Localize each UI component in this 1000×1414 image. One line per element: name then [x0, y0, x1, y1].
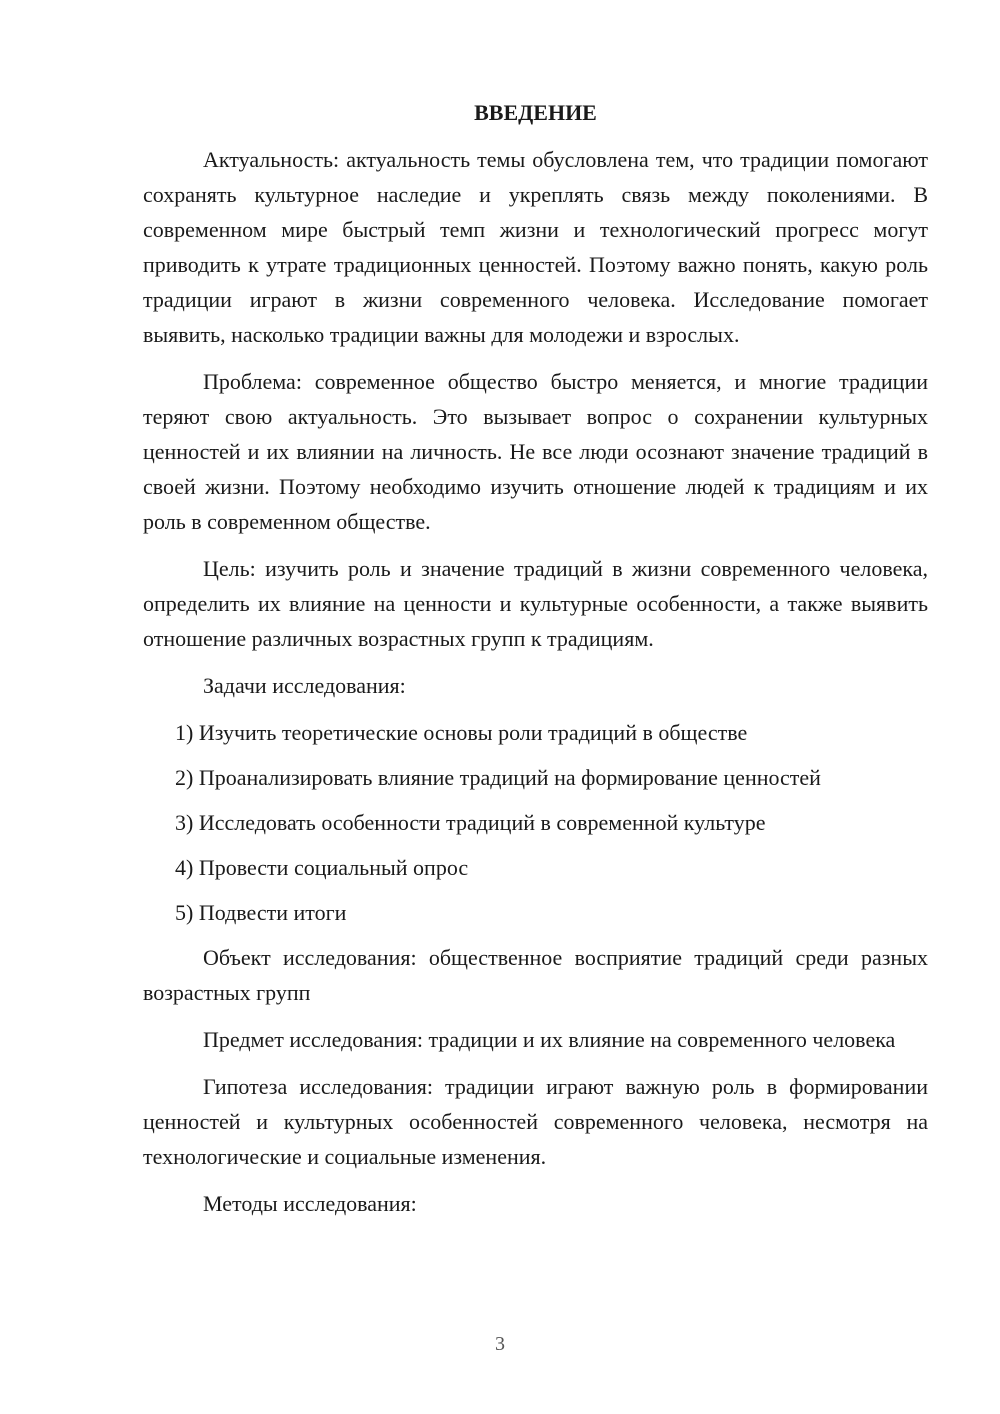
tasks-list: [143, 715, 928, 930]
goal-paragraph: Цель: изучить роль и значение традиций в жизни современного человека, определить их влияние на ценности и культурные особенности, а также выявить отношение различных возрастных групп к традициям.: [143, 556, 928, 651]
page-number: 3: [495, 1333, 505, 1355]
relevance-paragraph: Актуальность: актуальность темы обусловлена тем, что традиции помогают сохранять культурное наследие и укреплять связь между поколениями. В современном мире быстрый темп жизни и технологический прогресс могут приводить к утрате традиционных ценностей. Поэтому важно понять, какую роль традиции играют в жизни современного человека. Исследование помогает выявить, насколько традиции важны для молодежи и взрослых.: [143, 147, 928, 347]
methods-label: Методы исследования:: [203, 1191, 417, 1216]
task-item-3: 3) Исследовать особенности традиций в современной культуре: [175, 810, 766, 835]
task-item-5: 5) Подвести итоги: [175, 900, 347, 925]
page-content: [143, 95, 928, 1233]
problem-paragraph: Проблема: современное общество быстро меняется, и многие традиции теряют свою актуальность. Это вызывает вопрос о сохранении культурных ценностей и их влиянии на личность. Не все люди осознают значение традиций в своей жизни. Поэтому необходимо изучить отношение людей к традициям и их роль в современном обществе.: [143, 369, 928, 534]
tasks-label: Задачи исследования:: [203, 673, 406, 698]
task-item-2: 2) Проанализировать влияние традиций на формирование ценностей: [175, 765, 821, 790]
subject-paragraph: Предмет исследования: традиции и их влияние на современного человека: [203, 1027, 896, 1052]
task-item-1: 1) Изучить теоретические основы роли традиций в обществе: [175, 720, 748, 745]
hypothesis-paragraph: Гипотеза исследования: традиции играют важную роль в формировании ценностей и культурных особенностей современного человека, несмотря на технологические и социальные изменения.: [143, 1074, 928, 1169]
section-heading: ВВЕДЕНИЕ: [474, 100, 597, 125]
object-paragraph: Объект исследования: общественное восприятие традиций среди разных возрастных групп: [143, 945, 928, 1005]
task-item-4: 4) Провести социальный опрос: [175, 855, 469, 880]
